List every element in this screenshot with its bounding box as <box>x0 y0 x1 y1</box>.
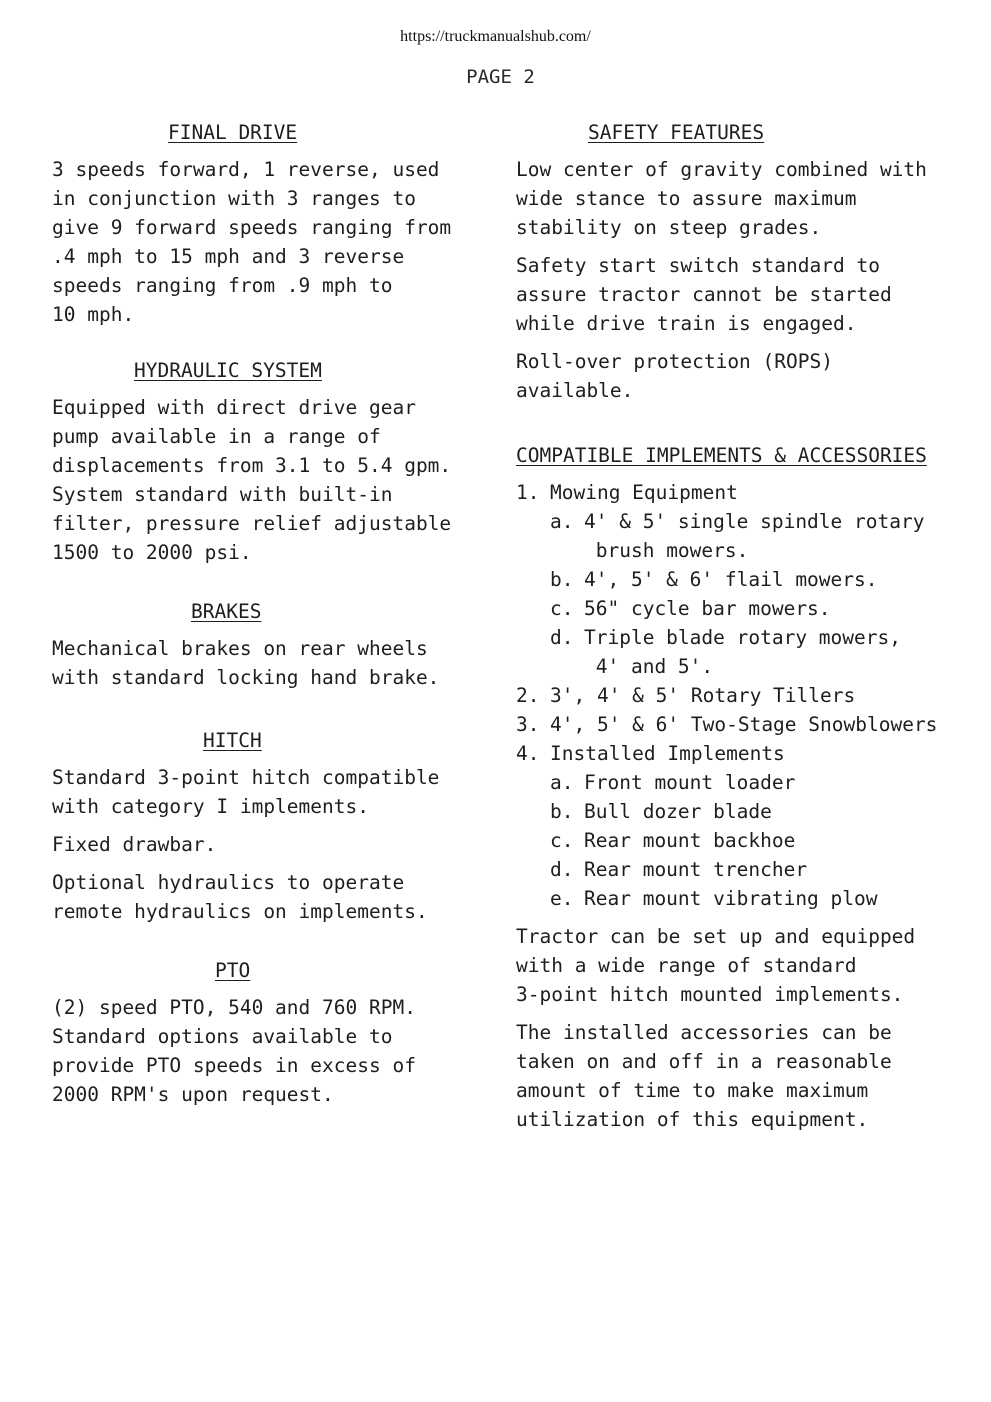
sub-item-letter: a. <box>550 771 574 794</box>
hitch-heading: HITCH <box>203 729 262 752</box>
sub-item-letter: e. <box>550 887 574 910</box>
sub-item-text: 56" cycle bar mowers. <box>584 597 831 620</box>
list-item-text: 3', 4' & 5' Rotary Tillers <box>550 684 856 707</box>
compatible-text-2: The installed accessories can be taken on and off in a reasonable amount of time to make maximum utilization of this equipment. <box>516 1021 892 1131</box>
hitch-text-3: Optional hydraulics to operate remote hydraulics on implements. <box>52 871 428 923</box>
hitch-text-1: Standard 3-point hitch compatible with category I implements. <box>52 766 440 818</box>
list-item-number: 1. <box>516 481 540 504</box>
sub-item <box>516 623 956 681</box>
safety-text-3: Roll-over protection (ROPS) available. <box>516 350 833 402</box>
sub-item-text: 4', 5' & 6' flail mowers. <box>584 568 878 591</box>
sub-item <box>516 855 956 884</box>
right-column <box>516 118 956 1143</box>
sub-item-text: Bull dozer blade <box>584 800 772 823</box>
pto-text: (2) speed PTO, 540 and 760 RPM. Standard options available to provide PTO speeds in excess of 2000 RPM's upon request. <box>52 996 416 1106</box>
list-item <box>516 710 956 739</box>
sub-item-text: Rear mount backhoe <box>584 829 796 852</box>
safety-text-2: Safety start switch standard to assure tractor cannot be started while drive train is engaged. <box>516 254 892 335</box>
list-item-number: 4. <box>516 742 540 765</box>
list-item-text: Installed Implements <box>550 742 785 765</box>
safety-section <box>516 118 956 405</box>
sub-item <box>516 797 956 826</box>
hitch-section <box>52 726 472 926</box>
brakes-text: Mechanical brakes on rear wheels with standard locking hand brake. <box>52 637 440 689</box>
hydraulic-section <box>52 356 472 567</box>
hitch-text-2: Fixed drawbar. <box>52 833 217 856</box>
hydraulic-text: Equipped with direct drive gear pump available in a range of displacements from 3.1 to 5.4 gpm. System standard with built-in filter, pressure relief adjustable 1500 to 2000 psi. <box>52 396 452 564</box>
implements-list <box>516 478 956 913</box>
final-drive-text: 3 speeds forward, 1 reverse, used in conjunction with 3 ranges to give 9 forward speeds ranging from .4 mph to 15 mph and 3 reverse speeds ranging from .9 mph to 10 mph. <box>52 158 452 326</box>
list-item-number: 3. <box>516 713 540 736</box>
list-item-text: Mowing Equipment <box>550 481 738 504</box>
sub-item-text: Triple blade rotary mowers, 4' and 5'. <box>584 626 901 678</box>
sub-item-letter: d. <box>550 858 574 881</box>
sub-item <box>516 565 956 594</box>
sub-item-letter: c. <box>550 829 574 852</box>
brakes-section <box>52 597 472 692</box>
list-item <box>516 739 956 768</box>
brakes-heading: BRAKES <box>191 600 262 623</box>
sub-item <box>516 884 956 913</box>
sub-item <box>516 768 956 797</box>
list-item-number: 2. <box>516 684 540 707</box>
sub-item-text: Rear mount trencher <box>584 858 808 881</box>
final-drive-heading: FINAL DRIVE <box>168 121 298 144</box>
hydraulic-heading: HYDRAULIC SYSTEM <box>134 359 322 382</box>
sub-item-letter: a. <box>550 510 574 533</box>
sub-item-letter: c. <box>550 597 574 620</box>
sub-item <box>516 507 956 565</box>
pto-section <box>52 956 472 1109</box>
sub-item <box>516 826 956 855</box>
safety-text-1: Low center of gravity combined with wide stance to assure maximum stability on steep grades. <box>516 158 927 239</box>
left-column <box>52 118 472 1118</box>
safety-heading: SAFETY FEATURES <box>588 121 765 144</box>
page-number: PAGE 2 <box>466 66 535 88</box>
sub-item-text: Front mount loader <box>584 771 796 794</box>
pto-heading: PTO <box>215 959 251 982</box>
final-drive-section <box>52 118 472 329</box>
sub-item-letter: b. <box>550 568 574 591</box>
sub-item <box>516 594 956 623</box>
list-item-text: 4', 5' & 6' Two-Stage Snowblowers <box>550 713 938 736</box>
source-url: https://truckmanualshub.com/ <box>400 28 591 45</box>
compatible-heading: COMPATIBLE IMPLEMENTS & ACCESSORIES <box>516 444 927 467</box>
list-item <box>516 681 956 710</box>
list-item <box>516 478 956 507</box>
sub-item-letter: b. <box>550 800 574 823</box>
compatible-text-1: Tractor can be set up and equipped with a wide range of standard 3-point hitch mounted implements. <box>516 925 916 1006</box>
sub-item-text: 4' & 5' single spindle rotary brush mowers. <box>584 510 925 562</box>
sub-item-letter: d. <box>550 626 574 649</box>
sub-item-text: Rear mount vibrating plow <box>584 887 878 910</box>
compatible-section <box>516 441 956 1134</box>
